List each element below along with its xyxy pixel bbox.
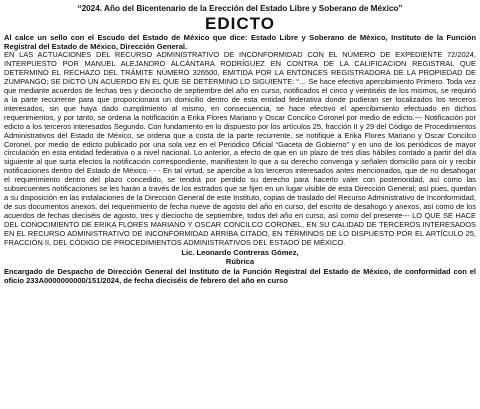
edict-body-text: EN LAS ACTUACIONES DEL RECURSO ADMINISTRATIVO DE INCONFORMIDAD CON EL NÚMERO DE EXPEDIENTE 72/2024, INTERPUESTO POR MANUEL ALEJANDRO ALCÁNTARA RODRÍGUEZ EN CONTRA DE LA CALIFICACION REGISTRAL QUE DETERMINÓ EL RECHAZO DEL TRÁMITE NÚMERO 326500, EMITIDA POR LA ENTONCES REGISTRADORA DE LA PROPIEDAD DE ZUMPANGO; SE DICTÓ UN ACUERDO EN EL QUE SE DETERMINO LO SIGUIENTE: “… Se hace efectivo apercibimiento Primero. Toda vez que mediante acuerdos de fechas tres y dieciocho de septiembre del año en curso, notificados el cinco y veintiséis de los mismos, se requirió a la parte recurrente para que proporcionara un domicilio dentro de esta entidad federativa donde pudieran ser localizados los terceros interesados, sin que haya dado cumplimiento al mismo, en consecuencia, se hace efectivo el apercibimiento efectuado en dichos requerimientos, y por tanto, se ordena la notificación a Erika Flores Mariano y Oscar Concilco Coronel por medio de edicto.--- Notificación por edicto a los terceros interesados Segundo. Con fundamento en lo dispuesto por los artículos 25, fracción II y 29 del Código de Procedimientos Administrativos del Estado de México, se ordena que a costa de la parte recurrente, se notifique a Erika Flores Mariano y Oscar Concilco Coronel, por medio de edicto publicado por una sola vez en el Periódico Oficial “Gaceta de Gobierno” y en uno de los periódicos de mayor circulación en esta entidad federativa o a nivel nacional. Lo anterior, a efecto de que en un plazo de tres días hábiles contado a partir del día siguiente al que surta efectos la notificación correspondiente, manifiesten lo que a su derecho convenga y señalen domicilio para oír y recibir notificaciones dentro del Estado de México.- - - En tal virtud, se apercibe a los terceros interesados antes mencionados, que de no desahogar el requerimiento dentro del plazo concedido, se tendrá por perdido su derecho para hacerlo valer con posterioridad, así como las subsecuentes notificaciones se les harán a través de los estrados que se fijen en un lugar visible de esta Dirección General; así pues, quedan a su disposición en las instalaciones de la Dirección General de este Instituto, copias de traslado del Recurso Administrativo de Inconformidad, de sus documentos anexos, del requerimiento de fecha nueve de agosto del año en curso, del escrito de desahogo y anexos, así como de los acuerdos de fechas dieciséis de agosto, tres y dieciocho de septiembre, todos del año en curso, así como del presente--- LO QUE SE HACE DEL CONOCIMIENTO DE ERIKA FLORES MARIANO Y OSCAR CONCILCO CORONEL, EN SU CALIDAD DE TERCEROS INTERESADOS EN EL RECURSO ADMINISTRATIVO DE INCONFORMIDAD ARRIBA CITADO, EN TÉRMINOS DE LO DISPUESTO POR EL ARTÍCULO 25, FRACCIÓN II, DEL CÓDIGO DE PROCEDIMIENTOS ADMINISTRATIVOS DEL ESTADO DE MÉXICO. (4, 50, 476, 248)
document-title: EDICTO (205, 14, 275, 33)
year-motto-header: “2024. Año del Bicentenario de la Erección del Estado Libre y Soberano de México” (77, 4, 403, 13)
seal-description: Al calce un sello con el Escudo del Estado de México que dice: Estado Libre y Soberano de México, Instituto de la Función Registral del Estado de México, Dirección General. (4, 33, 476, 51)
signer-position-footer: Encargado de Despacho de Dirección General del Instituto de la Función Registral del Estado de México, de conformidad con el oficio 233A0000000000/151/2024, de fecha dieciséis de febrero del año en curso (4, 266, 476, 285)
signature-note: Rúbrica (225, 256, 255, 266)
signer-name: Lic. Leonardo Contreras Gómez, (181, 247, 299, 257)
